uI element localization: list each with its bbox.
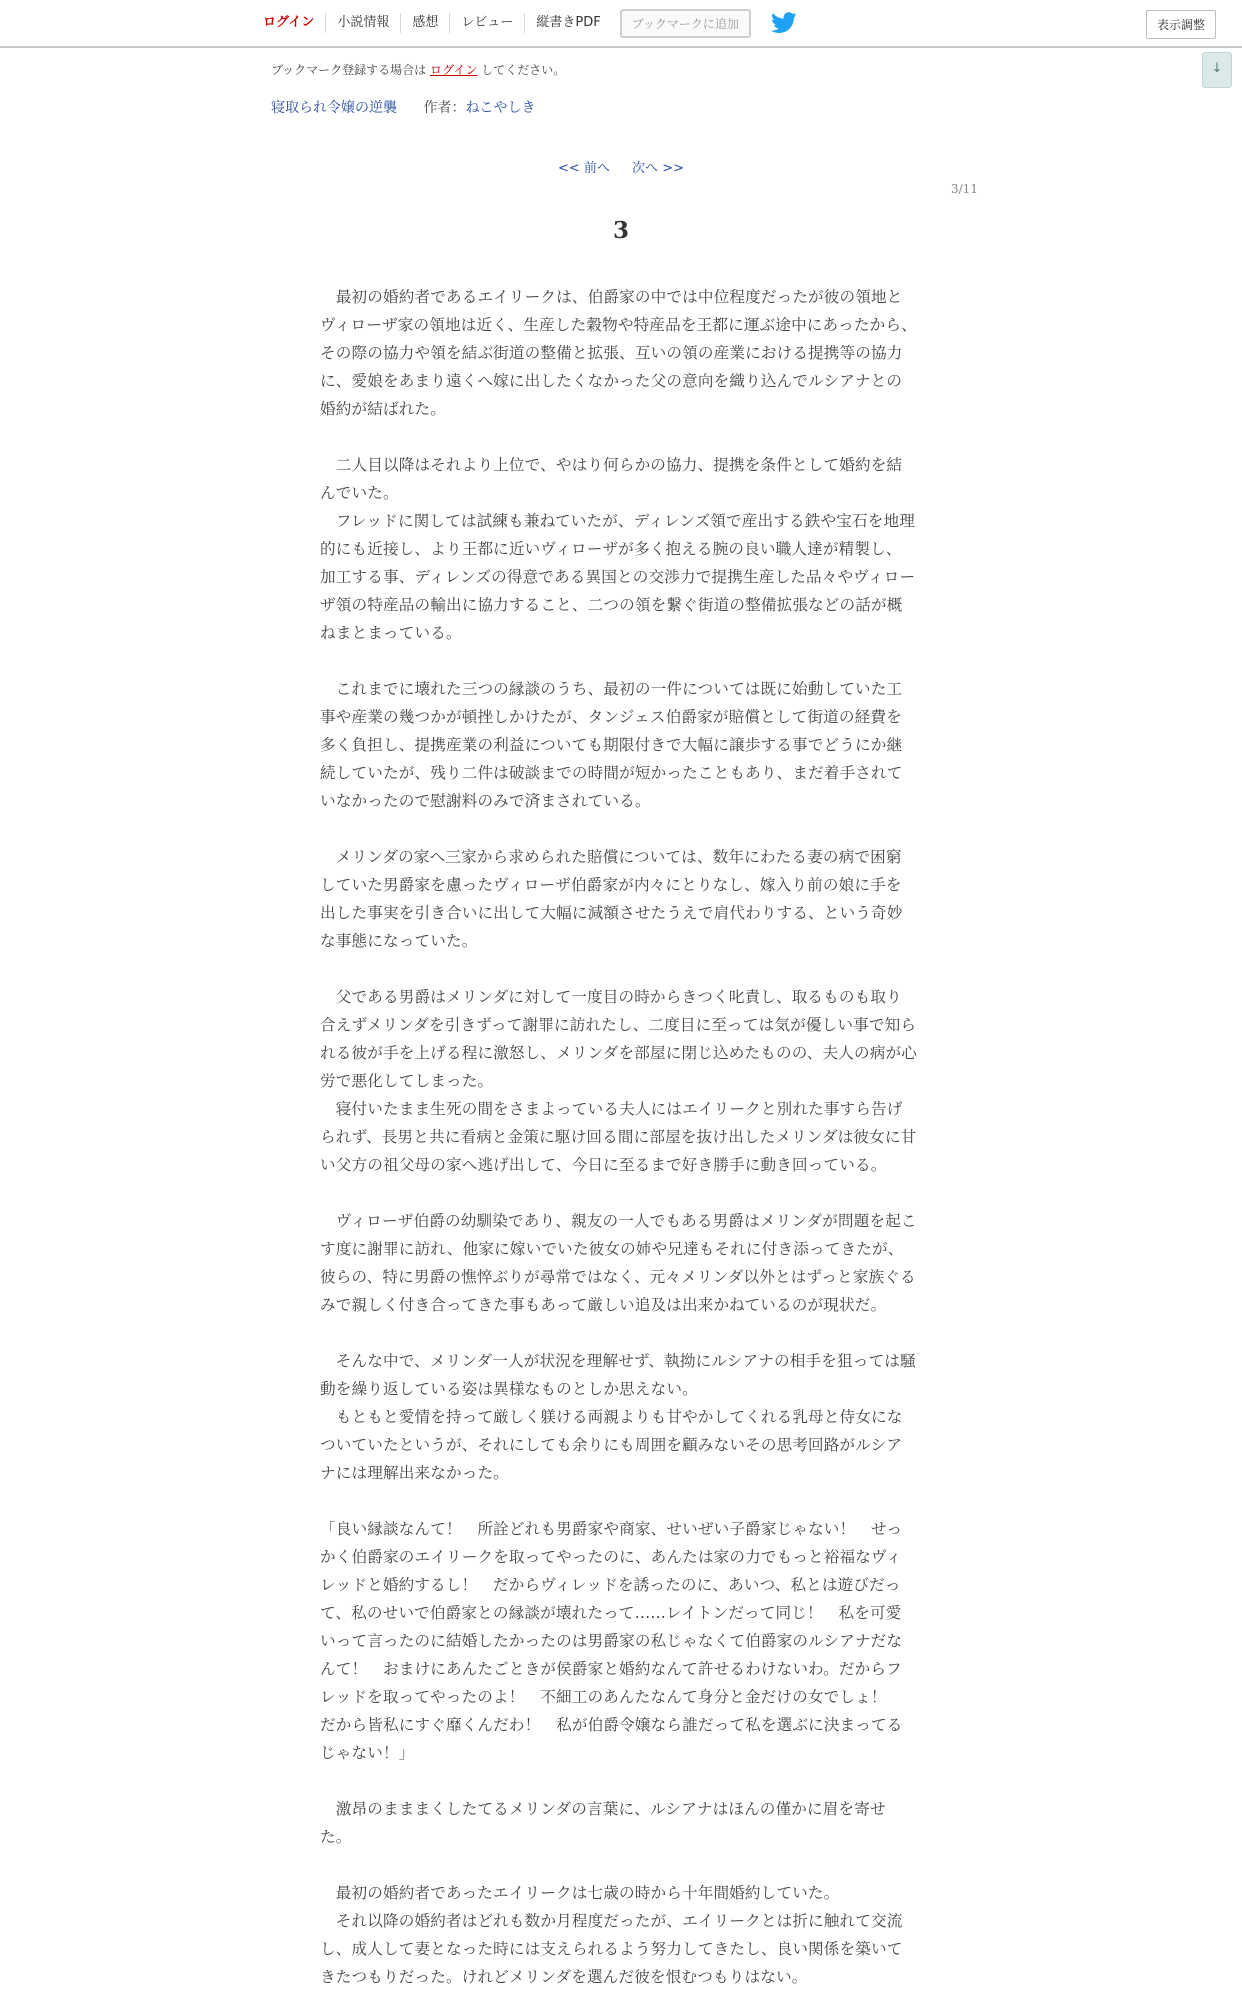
paragraph-gap [320, 647, 917, 675]
work-title-link[interactable]: 寝取られ令嬢の逆襲 [271, 100, 397, 116]
page-count: 3/11 [951, 182, 978, 196]
nav-novel-info[interactable]: 小説情報 [325, 13, 400, 33]
add-bookmark-button[interactable]: ブックマークに追加 [620, 9, 751, 38]
paragraph-gap [320, 1319, 917, 1347]
paragraph: もともと愛情を持って厳しく躾ける両親よりも甘やかしてくれる乳母と侍女になついていたというが、それにしても余りにも周囲を顧みないその思考回路がルシアナには理解出来なかった。 [320, 1408, 903, 1482]
bookmark-notice-login-link[interactable]: ログイン [429, 63, 478, 77]
paragraph: 「良い縁談なんて！ 所詮どれも男爵家や商家、せいぜい子爵家じゃない！ せっかく伯爵家のエイリークを取ってやったのに、あんたは家の力でもっと裕福なヴィレッドと婚約するし！ だからヴィレッドを誘ったのに、あいつ、私とは遊びだって、私のせいで伯爵家との縁談が壊れたって……レイトンだって同じ！ 私を可愛いって言ったのに結婚したかったのは男爵家の私じゃなくて伯爵家のルシアナだなんて！ おまけにあんたごときが侯爵家と婚約なんて許せるわけないわ。だからフレッドを取ってやったのよ！ 不細工のあんたなんて身分と金だけの女でしょ！ だから皆私にすぐ靡くんだわ！ 私が伯爵令嬢なら誰だって私を選ぶに決まってるじゃない！」 [320, 1520, 903, 1762]
nav-vertical-pdf[interactable]: 縦書きPDF [524, 13, 611, 33]
paragraph-gap [320, 1179, 917, 1207]
work-info [271, 97, 535, 117]
paragraph: 寝付いたまま生死の間をさまよっている夫人にはエイリークと別れた事すら告げられず、長男と共に看病と金策に駆け回る間に部屋を抜け出したメリンダは彼女に甘い父方の祖父母の家へ逃げ出して、今日に至るまで好き勝手に動き回っている。 [320, 1100, 917, 1174]
nav-review[interactable]: レビュー [449, 13, 524, 33]
paragraph: ヴィローザ伯爵の幼馴染であり、親友の一人でもある男爵はメリンダが問題を起こす度に謝罪に訪れ、他家に嫁いでいた彼女の姉や兄達もそれに付き添ってきたが、彼らの、特に男爵の憔悴ぶりが尋常ではなく、元々メリンダ以外とはずっと家族ぐるみで親しく付き合ってきた事もあって厳しい追及は出来かねているのが現状だ。 [320, 1212, 917, 1314]
author-name-link[interactable]: ねこやしき [465, 100, 536, 116]
paragraph-gap [320, 1851, 917, 1879]
bookmark-notice-text: ブックマーク登録する場合は [271, 63, 430, 77]
paragraph-gap [320, 1767, 917, 1795]
paragraph: メリンダの家へ三家から求められた賠償については、数年にわたる妻の病で困窮していた男爵家を慮ったヴィローザ伯爵家が内々にとりなし、嫁入り前の娘に手を出した事実を引き合いに出して大幅に減額させたうえで肩代わりする、という奇妙な事態になっていた。 [320, 848, 903, 950]
header-nav [252, 0, 797, 46]
paragraph: フレッドに関しては試練も兼ねていたが、ディレンズ領で産出する鉄や宝石を地理的にも近接し、より王都に近いヴィローザが多く抱える腕の良い職人達が精製し、加工する事、ディレンズの得意である異国との交渉力で提携生産した品々やヴィローザ領の特産品の輸出に協力すること、二つの領を繋ぐ街道の整備拡張などの話が概ねまとまっている。 [320, 512, 916, 642]
prev-chapter-link[interactable]: << 前へ [558, 161, 610, 176]
paragraph: そんな中で、メリンダ一人が状況を理解せず、執拗にルシアナの相手を狙っては騒動を繰り返している姿は異様なものとしか思えない。 [320, 1352, 916, 1398]
nav-login[interactable]: ログイン [263, 15, 315, 30]
display-adjust-button[interactable]: 表示調整 [1146, 10, 1216, 39]
next-chapter-link[interactable]: 次へ >> [632, 161, 684, 176]
paragraph: 父である男爵はメリンダに対して一度目の時からきつく叱責し、取るものも取り合えずメリンダを引きずって謝罪に訪れたし、二度目に至っては気が優しい事で知られる彼が手を上げる程に激怒し、メリンダを部屋に閉じ込めたものの、夫人の病が心労で悪化してしまった。 [320, 988, 918, 1090]
paragraph-gap [320, 815, 917, 843]
paragraph-gap [320, 1487, 917, 1515]
paragraph-gap [320, 423, 917, 451]
author-label: 作者： [423, 100, 466, 116]
scroll-down-button[interactable]: ↓ [1202, 52, 1232, 88]
paragraph: 最初の婚約者であったエイリークは七歳の時から十年間婚約していた。 [320, 1884, 840, 1902]
paragraph: 二人目以降はそれより上位で、やはり何らかの協力、提携を条件として婚約を結んでいた。 [320, 456, 903, 502]
paragraph: これまでに壊れた三つの縁談のうち、最初の一件については既に始動していた工事や産業の幾つかが頓挫しかけたが、タンジェス伯爵家が賠償として街道の経費を多く負担し、提携産業の利益についても期限付きで大幅に譲歩する事でどうにか継続していたが、残り二件は破談までの時間が短かったこともあり、まだ着手されていなかったので慰謝料のみで済まされている。 [320, 680, 903, 810]
bookmark-notice-suffix: してください。 [477, 63, 566, 77]
chapter-title: 3 [612, 217, 629, 244]
nav-impressions[interactable]: 感想 [400, 13, 449, 33]
twitter-bird-icon[interactable] [771, 12, 797, 34]
novel-body [320, 283, 917, 1991]
paragraph: 激昂のまままくしたてるメリンダの言葉に、ルシアナはほんの僅かに眉を寄せた。 [320, 1800, 886, 1846]
paragraph-gap [320, 955, 917, 983]
top-header-bar [0, 0, 1242, 48]
paragraph: 最初の婚約者であるエイリークは、伯爵家の中では中位程度だったが彼の領地とヴィローザ家の領地は近く、生産した穀物や特産品を王都に運ぶ途中にあったから、その際の協力や領を結ぶ街道の整備と拡張、互いの領の産業における提携等の協力に、愛娘をあまり遠くへ嫁に出したくなかった父の意向を織り込んでルシアナとの婚約が結ばれた。 [320, 288, 917, 418]
paragraph: それ以降の婚約者はどれも数か月程度だったが、エイリークとは折に触れて交流し、成人して妻となった時には支えられるよう努力してきたし、良い関係を築いてきたつもりだった。けれどメリンダを選んだ彼を恨むつもりはない。 [320, 1912, 903, 1986]
chapter-pager [0, 157, 1242, 176]
bookmark-notice [271, 61, 565, 78]
